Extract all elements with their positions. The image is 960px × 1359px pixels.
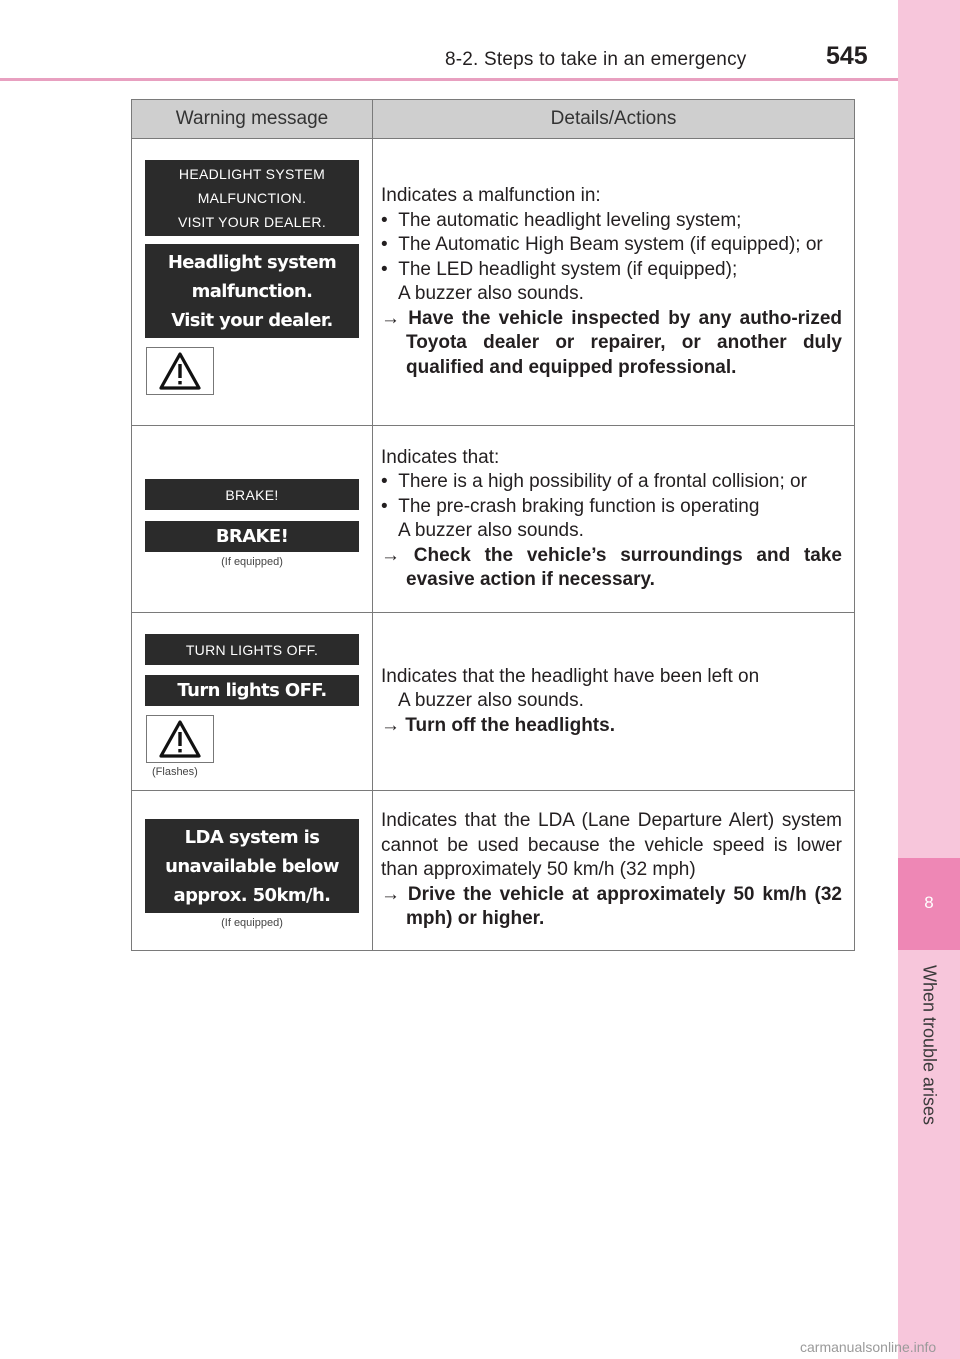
arrow-icon: → xyxy=(381,544,400,566)
detail-action: → Have the vehicle inspected by any autho-rized Toyota dealer or repairer, or another duly qualified and equipped professional. xyxy=(381,307,843,378)
detail-intro: Indicates a malfunction in: xyxy=(381,185,601,206)
arrow-icon: → xyxy=(381,307,400,329)
detail-intro: Indicates that: xyxy=(381,446,500,468)
table-row xyxy=(132,613,855,791)
table-header-row xyxy=(132,100,855,139)
message-graphic-text: Turn lights OFF. xyxy=(177,680,327,701)
warning-message-cell xyxy=(132,613,373,791)
message-text-display xyxy=(145,479,359,510)
arrow-icon: → xyxy=(381,883,400,905)
warning-message-cell xyxy=(132,791,373,951)
column-header-details: Details/Actions xyxy=(373,100,855,139)
detail-note: A buzzer also sounds. xyxy=(398,283,584,304)
detail-note: A buzzer also sounds. xyxy=(398,690,584,712)
message-graphic-text: BRAKE! xyxy=(215,526,289,547)
warning-message-cell xyxy=(132,426,373,613)
message-text: BRAKE! xyxy=(225,486,279,503)
warning-triangle-icon xyxy=(146,715,214,763)
message-text-display xyxy=(145,160,359,236)
chapter-title: When trouble arises xyxy=(919,964,940,1126)
detail-bullet: • There is a high possibility of a frontal collision; or xyxy=(381,471,807,492)
message-text: HEADLIGHT SYSTEM MALFUNCTION. VISIT YOUR DEALER. xyxy=(177,166,327,230)
arrow-icon: → xyxy=(381,714,400,736)
details-cell xyxy=(373,613,855,791)
table-row xyxy=(132,139,855,426)
detail-bullet: • The automatic headlight leveling system; xyxy=(381,209,742,231)
column-header-warning: Warning message xyxy=(132,100,373,139)
message-text: TURN LIGHTS OFF. xyxy=(185,641,319,658)
detail-bullet: • The Automatic High Beam system (if equipped); or xyxy=(381,234,823,255)
details-cell xyxy=(373,139,855,426)
message-caption: (If equipped) xyxy=(221,556,283,568)
message-graphic-display xyxy=(145,521,359,552)
detail-note: A buzzer also sounds. xyxy=(398,520,584,541)
table-row xyxy=(132,791,855,951)
message-graphic-text: LDA system is unavailable below approx. 50km/h. xyxy=(165,826,339,906)
detail-bullet: • The pre-crash braking function is operating xyxy=(381,495,760,517)
warning-triangle-icon xyxy=(146,347,214,395)
detail-action: → Check the vehicle’s surroundings and take evasive action if necessary. xyxy=(381,544,842,590)
warning-table xyxy=(131,99,855,951)
message-text-display xyxy=(145,634,359,665)
detail-bullet: • The LED headlight system (if equipped); xyxy=(381,258,738,280)
side-tab xyxy=(898,0,960,1359)
message-graphic-text: Headlight system malfunction. Visit your dealer. xyxy=(167,251,337,331)
details-cell xyxy=(373,426,855,613)
detail-action: → Turn off the headlights. xyxy=(381,714,615,736)
detail-intro: Indicates that the headlight have been left on xyxy=(381,665,760,687)
detail-action: → Drive the vehicle at approximately 50 km/h (32 mph) or higher. xyxy=(381,883,842,930)
section-title: 8-2. Steps to take in an emergency xyxy=(445,49,747,70)
header-rule xyxy=(0,78,898,81)
message-graphic-display xyxy=(145,675,359,706)
message-graphic-display xyxy=(145,819,359,913)
chapter-number: 8 xyxy=(924,893,934,912)
details-cell xyxy=(373,791,855,951)
page-number: 545 xyxy=(826,42,868,70)
message-graphic-display xyxy=(145,244,359,338)
message-caption: (Flashes) xyxy=(152,766,198,778)
detail-intro: Indicates that the LDA (Lane Departure Alert) system cannot be used because the vehicle speed is lower than approximately 50 km/h (32 mph) xyxy=(381,810,842,881)
warning-message-cell xyxy=(132,139,373,426)
message-caption: (If equipped) xyxy=(221,917,283,929)
table-row xyxy=(132,426,855,613)
watermark: carmanualsonline.info xyxy=(800,1339,937,1355)
